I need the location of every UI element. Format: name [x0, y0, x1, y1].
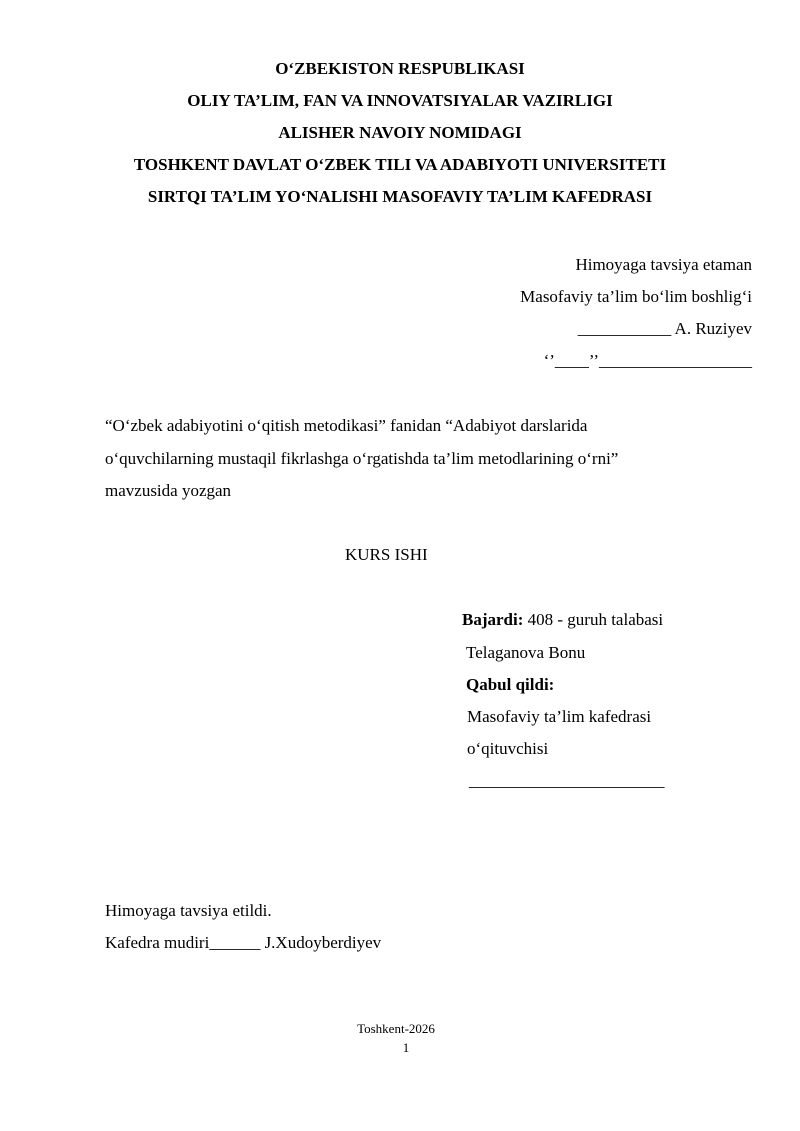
header-ministry-country: O‘ZBEKISTON RESPUBLIKASI [275, 59, 525, 78]
approval-date-line: ‘’____’’__________________ [543, 351, 752, 370]
page-number [0, 1040, 800, 1056]
performer-label: Bajardi: [462, 610, 524, 629]
header-named-after: ALISHER NAVOIY NOMIDAGI [278, 123, 522, 142]
accepted-department: Masofaviy ta’lim kafedrasi [467, 707, 652, 726]
approval-signature: ___________ A. Ruziyev [577, 319, 752, 338]
header-university: TOSHKENT DAVLAT O‘ZBEK TILI VA ADABIYOTI UNIVERSITETI [133, 155, 667, 174]
topic-line-1: “O‘zbek adabiyotini o‘qitish metodikasi” fanidan “Adabiyot darslarida [105, 416, 588, 435]
header-ministry-name: OLIY TA’LIM, FAN VA INNOVATSIYALAR VAZIRLIGI [187, 91, 613, 110]
approval-position: Masofaviy ta’lim bo‘lim boshlig‘i [520, 287, 752, 306]
city-year [0, 1021, 800, 1037]
department-head-signature: Kafedra mudiri______ J.Xudoyberdiyev [105, 933, 382, 952]
accepted-label: Qabul qildi: [466, 675, 555, 694]
city-year-text: Toshkent-2026 [357, 1021, 435, 1036]
defense-recommended-text: Himoyaga tavsiya etildi. [105, 901, 272, 920]
performer-group: 408 - guruh talabasi [523, 610, 664, 629]
document-type-title: KURS ISHI [345, 545, 428, 564]
accepted-signature-line: _______________________ [469, 771, 665, 790]
performer-line [462, 610, 663, 630]
topic-line-2: o‘quvchilarning mustaqil fikrlashga o‘rgatishda ta’lim metodlarining o‘rni” [105, 449, 619, 468]
page-number-text: 1 [402, 1040, 410, 1055]
header-department: SIRTQI TA’LIM YO‘NALISHI MASOFAVIY TA’LIM KAFEDRASI [147, 187, 653, 206]
performer-name: Telaganova Bonu [466, 643, 586, 662]
accepted-role: o‘qituvchisi [467, 739, 549, 758]
topic-line-3: mavzusida yozgan [105, 481, 232, 500]
approval-recommendation: Himoyaga tavsiya etaman [575, 255, 752, 274]
